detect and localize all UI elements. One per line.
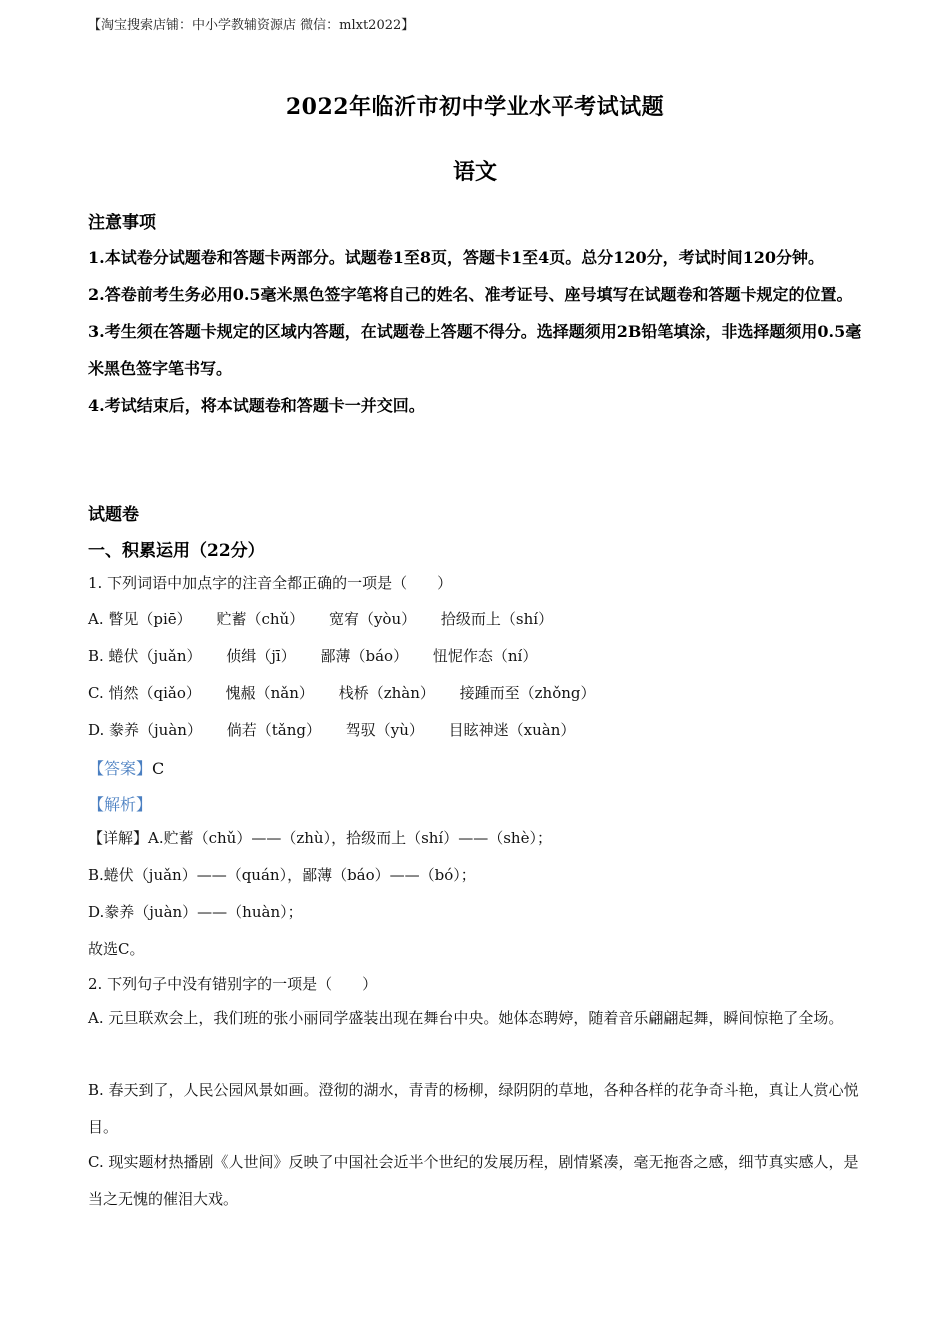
option-word: 接踵而至（zhǒng） (459, 684, 596, 702)
analysis-label: 【解析】 (88, 795, 153, 814)
detail-text: A.贮蓄（chǔ）——（zhù），拾级而上（shí）——（shè）； (148, 829, 552, 847)
q1-option-b (88, 645, 863, 666)
notice-item: 3.考生须在答题卡规定的区域内答题，在试题卷上答题不得分。选择题须用2B铅笔填涂，非选择题须用0.5毫米黑色签字笔书写。 (88, 322, 862, 378)
detail-label: 【详解】 (88, 829, 149, 847)
q1-option-d (88, 719, 863, 740)
q1-detail-line: B.蜷伏（juǎn）——（quán），鄙薄（báo）——（bó）； (88, 866, 476, 884)
header-note: 【淘宝搜索店铺：中小学教辅资源店 微信：mlxt2022】 (88, 18, 415, 33)
q1-detail-line: D.豢养（juàn）——（huàn）； (88, 903, 303, 921)
exam-title: 2022年临沂市初中学业水平考试试题 (285, 94, 665, 120)
option-word: 愧赧（nǎn） (225, 684, 314, 702)
q1-option-c (88, 682, 863, 703)
notice-item: 4.考试结束后，将本试题卷和答题卡一并交回。 (88, 396, 425, 415)
answer-value: C (152, 759, 165, 778)
option-word: 驾驭（yù） (345, 721, 424, 739)
question-2-stem: 2. 下列句子中没有错别字的一项是（ ） (88, 975, 378, 993)
section-heading: 一、积累运用（22分） (88, 541, 265, 561)
q2-option-c: C. 现实题材热播剧《人世间》反映了中国社会近半个世纪的发展历程，剧情紧凑，毫无拖沓之感，细节真实感人，是当之无愧的催泪大戏。 (88, 1153, 859, 1208)
option-word: 侦缉（jī） (226, 647, 296, 665)
option-word: 倘若（tǎng） (226, 721, 321, 739)
notice-heading: 注意事项 (88, 213, 156, 233)
option-word: C. 悄然（qiǎo） (88, 684, 201, 702)
q2-option-a: A. 元旦联欢会上，我们班的张小丽同学盛装出现在舞台中央。她体态聘婷，随着音乐翩翩起舞，瞬间惊艳了全场。 (88, 1009, 844, 1027)
option-word: 贮蓄（chǔ） (216, 610, 305, 628)
q1-answer (88, 756, 863, 779)
option-word: 宽宥（yòu） (328, 610, 417, 628)
question-1-stem: 1. 下列词语中加点字的注音全都正确的一项是（ ） (88, 574, 453, 592)
subject-title: 语文 (452, 159, 497, 185)
q1-option-a (88, 608, 863, 629)
notice-item: 2.答卷前考生务必用0.5毫米黑色签字笔将自己的姓名、准考证号、座号填写在试题卷和答题卡规定的位置。 (88, 285, 853, 304)
paper-label: 试题卷 (88, 505, 139, 525)
option-word: D. 豢养（juàn） (88, 721, 202, 739)
notice-item: 1.本试卷分试题卷和答题卡两部分。试题卷1至8页，答题卡1至4页。总分120分，考试时间120分钟。 (88, 248, 825, 267)
q2-option-b: B. 春天到了，人民公园风景如画。澄彻的湖水，青青的杨柳，绿阴阴的草地，各种各样的花争奇斗艳，真让人赏心悦目。 (88, 1081, 859, 1136)
answer-label: 【答案】 (88, 759, 153, 778)
option-word: 目眩神迷（xuàn） (448, 721, 576, 739)
q1-detail-line (88, 827, 863, 848)
option-word: 拾级而上（shí） (440, 610, 554, 628)
notice-list (88, 239, 863, 424)
option-word: 忸怩作态（ní） (432, 647, 538, 665)
option-word: B. 蜷伏（juǎn） (88, 647, 202, 665)
option-word: A. 瞥见（piē） (88, 610, 192, 628)
q1-detail-line: 故选C。 (88, 940, 145, 958)
option-word: 栈桥（zhàn） (338, 684, 435, 702)
option-word: 鄙薄（báo） (320, 647, 409, 665)
